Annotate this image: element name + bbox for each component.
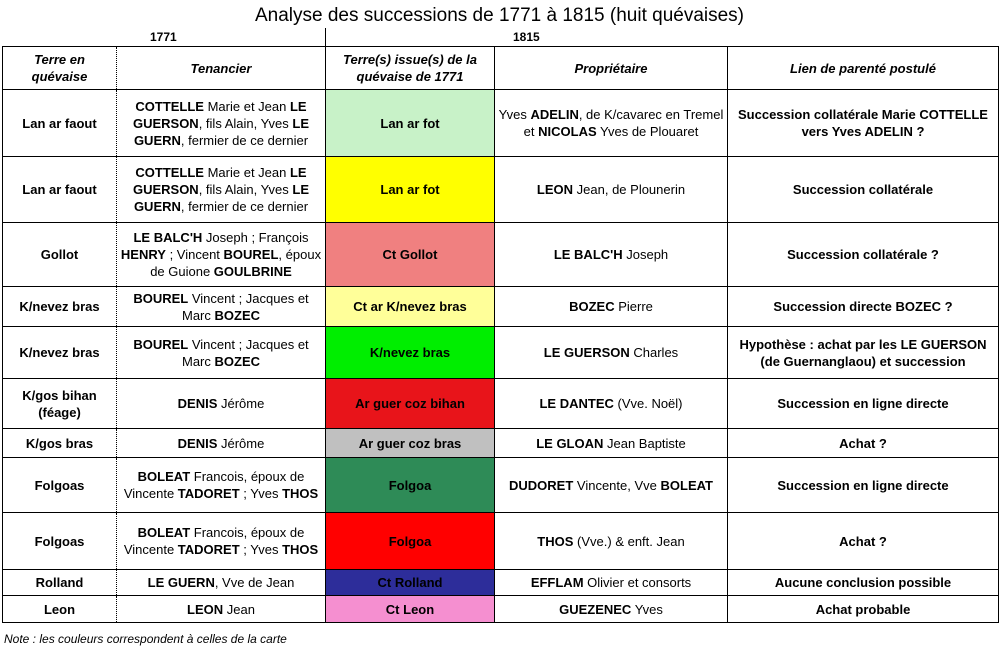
cell-terre: Leon	[3, 596, 117, 623]
surname-text: BOLEAT	[660, 477, 713, 493]
table-row	[3, 327, 999, 379]
surname-text: DENIS	[177, 435, 218, 451]
table-header-row	[3, 47, 999, 90]
surname-text: LE GUERN	[133, 182, 310, 214]
year-1771-label: 1771	[150, 30, 177, 44]
surname-text: TADORET	[177, 542, 240, 557]
cell-terre: Folgoas	[3, 458, 117, 513]
surname-text: BOUREL	[133, 336, 189, 352]
name-text: Joseph	[622, 247, 669, 262]
surname-text: BOLEAT	[137, 469, 191, 484]
cell-tenancier	[117, 596, 326, 623]
cell-issue: K/nevez bras	[326, 327, 495, 379]
name-text: Vincent ; Jacques et Marc	[182, 290, 309, 323]
cell-terre: K/nevez bras	[3, 327, 117, 379]
name-text: (Vve.) & enft. Jean	[573, 533, 685, 549]
table-row	[3, 90, 999, 157]
cell-proprietaire	[495, 513, 728, 570]
cell-terre: K/gos bihan (féage)	[3, 379, 117, 429]
surname-text: TADORET	[177, 486, 240, 501]
cell-lien: Succession directe BOZEC ?	[728, 287, 999, 327]
surname-text: THOS	[282, 486, 319, 501]
name-text: Joseph ; François	[202, 230, 309, 245]
cell-tenancier	[117, 287, 326, 327]
cell-issue: Ar guer coz bras	[326, 429, 495, 458]
cell-tenancier	[117, 157, 326, 223]
succession-table	[2, 46, 999, 623]
surname-text: LE GUERN	[133, 115, 310, 148]
name-text: (Vve. Noël)	[613, 396, 683, 411]
cell-tenancier	[117, 90, 326, 157]
name-text: Olivier et consorts	[583, 575, 692, 590]
cell-proprietaire	[495, 157, 728, 223]
surname-text: LE GUERN	[147, 575, 215, 590]
cell-issue: Ct Rolland	[326, 570, 495, 596]
cell-tenancier	[117, 458, 326, 513]
cell-issue: Folgoa	[326, 458, 495, 513]
cell-proprietaire	[495, 596, 728, 623]
surname-text: LE DANTEC	[539, 396, 614, 411]
name-text: Pierre	[614, 299, 653, 314]
cell-lien: Succession en ligne directe	[728, 379, 999, 429]
surname-text: BOUREL	[223, 247, 279, 262]
surname-text: GOULBRINE	[213, 264, 292, 279]
name-text: Yves	[631, 601, 663, 617]
year-divider	[325, 28, 326, 46]
surname-text: NICOLAS	[538, 124, 597, 139]
table-body	[3, 90, 999, 623]
surname-text: LE GLOAN	[536, 435, 604, 451]
surname-text: EFFLAM	[530, 575, 584, 590]
surname-text: GUEZENEC	[559, 601, 632, 617]
name-text: , fermier de ce dernier	[180, 132, 309, 148]
cell-tenancier	[117, 513, 326, 570]
name-text: Jean Baptiste	[603, 435, 686, 451]
cell-proprietaire	[495, 90, 728, 157]
cell-tenancier	[117, 223, 326, 287]
cell-lien: Succession collatérale	[728, 157, 999, 223]
name-text: ; Yves	[239, 542, 283, 557]
name-text: Vincente, Vve	[573, 477, 661, 493]
name-text: , fermier de ce dernier	[180, 199, 309, 214]
cell-tenancier	[117, 570, 326, 596]
surname-text: COTTELLE	[135, 98, 204, 114]
name-text: Charles	[629, 345, 679, 360]
cell-terre: Lan ar faout	[3, 157, 117, 223]
cell-issue: Ar guer coz bihan	[326, 379, 495, 429]
cell-issue: Ct Gollot	[326, 223, 495, 287]
cell-tenancier	[117, 379, 326, 429]
name-text: Marie et Jean	[203, 98, 290, 114]
name-text: Jérôme	[217, 435, 265, 451]
cell-lien: Succession en ligne directe	[728, 458, 999, 513]
surname-text: COTTELLE	[135, 165, 204, 180]
table-row	[3, 596, 999, 623]
surname-text: DUDORET	[509, 477, 574, 493]
cell-tenancier	[117, 429, 326, 458]
surname-text: BOUREL	[133, 290, 189, 306]
page-title: Analyse des successions de 1771 à 1815 (huit quévaises)	[254, 5, 745, 26]
name-text: Marie et Jean	[203, 165, 290, 180]
surname-text: ADELIN	[530, 107, 579, 122]
name-text: , fils Alain, Yves	[198, 182, 293, 197]
name-text: , de K/cavarec en Tremel et	[523, 107, 724, 139]
surname-text: LEON	[536, 182, 574, 197]
cell-proprietaire	[495, 327, 728, 379]
table-row	[3, 458, 999, 513]
cell-proprietaire	[495, 287, 728, 327]
cell-lien: Achat ?	[728, 429, 999, 458]
name-text: , Vve de Jean	[214, 575, 295, 590]
cell-tenancier	[117, 327, 326, 379]
surname-text: BOLEAT	[137, 525, 191, 540]
name-text: Francois, époux de Vincente	[123, 525, 305, 557]
name-text: Jérôme	[217, 396, 265, 411]
name-text: ; Vincent	[165, 247, 224, 262]
header-lien: Lien de parenté postulé	[728, 47, 999, 90]
name-text: Yves	[498, 107, 531, 122]
cell-issue: Ct ar K/nevez bras	[326, 287, 495, 327]
surname-text: LE BALC'H	[553, 247, 623, 262]
cell-terre: Gollot	[3, 223, 117, 287]
surname-text: LE GUERSON	[132, 98, 307, 131]
cell-proprietaire	[495, 458, 728, 513]
table-row	[3, 157, 999, 223]
cell-lien: Succession collatérale ?	[728, 223, 999, 287]
cell-terre: K/nevez bras	[3, 287, 117, 327]
year-header-row	[0, 28, 999, 46]
cell-lien: Succession collatérale Marie COTTELLE vers Yves ADELIN ?	[728, 90, 999, 157]
name-text: , époux de Guione	[150, 247, 322, 279]
cell-lien: Achat ?	[728, 513, 999, 570]
cell-lien: Hypothèse : achat par les LE GUERSON (de Guernanglaou) et succession	[728, 327, 999, 379]
cell-terre: Rolland	[3, 570, 117, 596]
cell-proprietaire	[495, 429, 728, 458]
surname-text: LE BALC'H	[133, 230, 203, 245]
footnote: Note : les couleurs correspondent à celles de la carte	[4, 632, 287, 646]
cell-lien: Aucune conclusion possible	[728, 570, 999, 596]
cell-issue: Ct Leon	[326, 596, 495, 623]
name-text: Jean	[223, 601, 255, 617]
cell-terre: Lan ar faout	[3, 90, 117, 157]
surname-text: LE GUERSON	[132, 165, 307, 197]
surname-text: THOS	[282, 542, 319, 557]
name-text: Yves de Plouaret	[596, 124, 699, 139]
name-text: Francois, époux de Vincente	[123, 469, 305, 501]
cell-lien: Achat probable	[728, 596, 999, 623]
table-row	[3, 429, 999, 458]
header-issue: Terre(s) issue(s) de la quévaise de 1771	[326, 47, 495, 90]
surname-text: BOZEC	[214, 307, 260, 323]
surname-text: LE GUERSON	[543, 345, 630, 360]
table-row	[3, 570, 999, 596]
name-text: Jean, de Plounerin	[573, 182, 686, 197]
cell-terre: Folgoas	[3, 513, 117, 570]
header-tenancier: Tenancier	[117, 47, 326, 90]
surname-text: DENIS	[177, 396, 218, 411]
table-row	[3, 287, 999, 327]
surname-text: BOZEC	[214, 353, 260, 369]
cell-issue: Lan ar fot	[326, 90, 495, 157]
surname-text: LEON	[187, 601, 224, 617]
cell-issue: Lan ar fot	[326, 157, 495, 223]
surname-text: THOS	[537, 533, 574, 549]
name-text: , fils Alain, Yves	[198, 115, 293, 131]
cell-issue: Folgoa	[326, 513, 495, 570]
name-text: ; Yves	[239, 486, 283, 501]
table-row	[3, 513, 999, 570]
cell-proprietaire	[495, 379, 728, 429]
header-terre: Terre en quévaise	[3, 47, 117, 90]
year-1815-label: 1815	[513, 30, 540, 44]
cell-terre: K/gos bras	[3, 429, 117, 458]
header-proprietaire: Propriétaire	[495, 47, 728, 90]
surname-text: HENRY	[120, 247, 166, 262]
table-row	[3, 223, 999, 287]
cell-proprietaire	[495, 223, 728, 287]
surname-text: BOZEC	[569, 299, 615, 314]
name-text: Vincent ; Jacques et Marc	[182, 336, 309, 369]
table-row	[3, 379, 999, 429]
cell-proprietaire	[495, 570, 728, 596]
